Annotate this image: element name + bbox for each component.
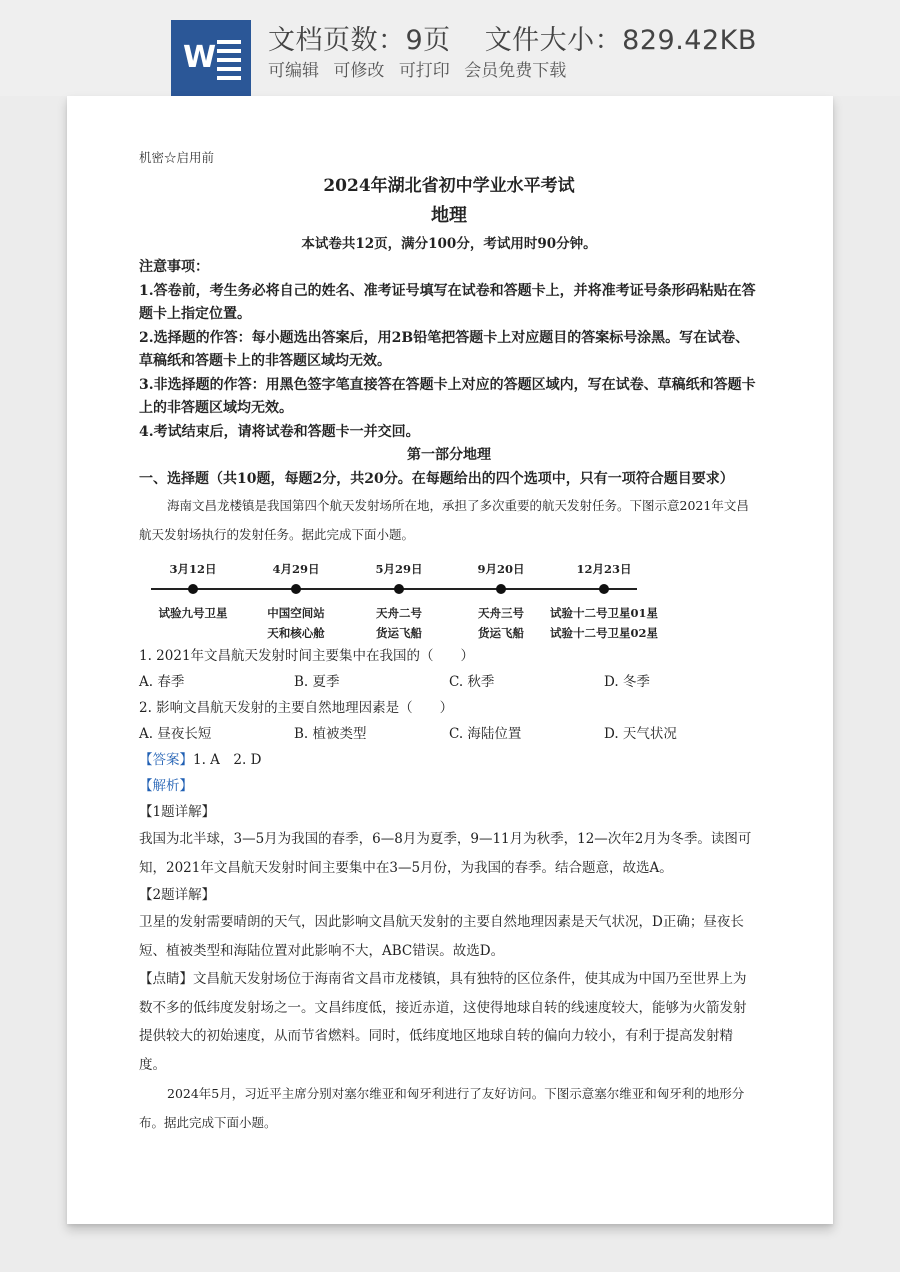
document-page [67,96,833,1224]
tip-paragraph [139,965,759,1079]
file-meta [268,18,757,57]
download-banner [0,0,900,96]
question-intro-2: 2024年5月，习近平主席分别对塞尔维亚和匈牙利进行了友好访问。下图示意塞尔维亚和匈牙利的地形分布。据此完成下面小题。 [139,1086,745,1130]
option-d: D. 天气状况 [604,726,677,742]
answer-text: 1. A 2. D [193,752,262,768]
timeline-date: 3月12日 [169,562,217,576]
question-2: 2. 影响文昌航天发射的主要自然地理因素是（ ） [139,700,454,716]
feature-list [268,56,566,81]
question-1-options [139,669,759,695]
notice-block [139,256,759,491]
timeline-dot [188,584,198,594]
detail-1-tag: 【1题详解】 [139,804,216,820]
timeline-date: 12月23日 [576,562,632,576]
timeline-event: 试验九号卫星 [158,606,228,620]
tip-text: 文昌航天发射场位于海南省文昌市龙楼镇，具有独特的区位条件，使其成为中国乃至世界上为数不多的低纬度发射场之一。文昌纬度低，接近赤道，这使得地球自转的线速度较大，能够为火箭发射提供较大的初始速度，从而节省燃料。同时，低纬度地区地球自转的偏向力较小，有利于提高发射精度。 [139,971,747,1073]
detail-2-tag: 【2题详解】 [139,887,216,903]
notice-item: 1.答卷前，考生务必将自己的姓名、准考证号填写在试卷和答题卡上，并将准考证号条形码粘贴在答题卡上指定位置。 [139,282,756,322]
page-content [139,146,759,1137]
analysis-tag: 【解析】 [139,778,193,794]
notice-item: 4.考试结束后，请将试卷和答题卡一并交回。 [139,423,420,440]
timeline-event: 中国空间站 [267,606,325,620]
exam-subject: 地理 [431,205,467,226]
timeline-event: 货运飞船 [478,626,524,640]
question-intro: 海南文昌龙楼镇是我国第四个航天发射场所在地，承担了多次重要的航天发射任务。下图示意2021年文昌航天发射场执行的发射任务。据此完成下面小题。 [139,498,749,542]
detail-1-text: 我国为北半球，3—5月为我国的春季，6—8月为夏季，9—11月为秋季，12—次年2月为冬季。读图可知，2021年文昌航天发射时间主要集中在3—5月份，为我国的春季。结合题意，故选A。 [139,831,752,876]
word-document-icon: W [171,20,251,96]
option-a: A. 春季 [139,674,185,690]
tip-tag: 【点睛】 [139,971,193,987]
section-title: 一、选择题（共10题，每题2分，共20分。在每题给出的四个选项中，只有一项符合题目要求） [139,470,734,487]
feature-member-download: 会员免费下载 [464,61,567,81]
feature-modifiable: 可修改 [333,61,385,81]
option-d: D. 冬季 [604,674,650,690]
option-b: B. 夏季 [294,674,340,690]
timeline-date: 5月29日 [375,562,423,576]
question-1: 1. 2021年文昌航天发射时间主要集中在我国的（ ） [139,648,475,664]
timeline-event: 试验十二号卫星02星 [549,626,658,640]
timeline-event: 试验十二号卫星01星 [549,606,658,620]
timeline-dot [496,584,506,594]
option-c: C. 秋季 [449,674,495,690]
timeline-dot [599,584,609,594]
feature-editable: 可编辑 [268,61,319,81]
answer-tag: 【答案】 [139,752,193,768]
timeline-date: 9月20日 [477,562,525,576]
timeline-event: 天舟三号 [478,606,524,620]
answer-line [139,747,759,773]
timeline-dot [291,584,301,594]
notice-heading: 注意事项： [139,259,209,275]
part-title: 第一部分地理 [407,447,491,463]
file-size: 文件大小：829.42KB [484,25,757,56]
feature-printable: 可打印 [398,61,450,81]
launch-timeline [139,551,759,643]
option-c: C. 海陆位置 [449,726,522,742]
option-a: A. 昼夜长短 [139,726,212,742]
timeline-event: 天和核心舱 [267,626,325,640]
timeline-dot [394,584,404,594]
option-b: B. 植被类型 [294,726,367,742]
notice-item: 3.非选择题的作答：用黑色签字笔直接答在答题卡上对应的答题区域内，写在试卷、草稿纸和答题卡上的非答题区域均无效。 [139,376,756,416]
detail-2-text: 卫星的发射需要晴朗的天气，因此影响文昌航天发射的主要自然地理因素是天气状况，D正确；昼夜长短、植被类型和海陆位置对此影响不大，ABC错误。故选D。 [139,914,744,959]
timeline-event: 货运飞船 [376,626,422,640]
question-2-options [139,721,759,747]
notice-item: 2.选择题的作答：每小题选出答案后，用2B铅笔把答题卡上对应题目的答案标号涂黑。写在试卷、草稿纸和答题卡上的非答题区域均无效。 [139,329,750,369]
page-count: 文档页数：9页 [268,25,451,56]
confidential-mark: 机密☆启用前 [139,150,215,165]
exam-title: 2024年湖北省初中学业水平考试 [323,176,575,196]
timeline-event: 天舟二号 [376,606,422,620]
timeline-date: 4月29日 [272,562,320,576]
exam-info: 本试卷共12页，满分100分，考试用时90分钟。 [301,236,597,252]
